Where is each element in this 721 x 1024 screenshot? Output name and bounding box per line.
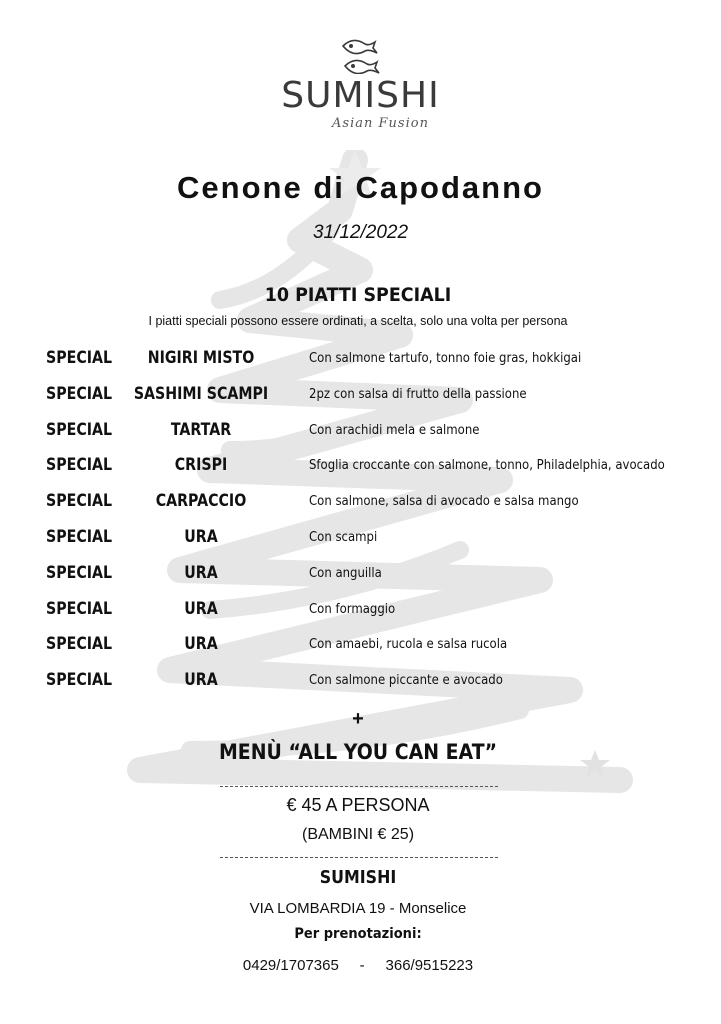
dish-name: URA [184, 634, 218, 654]
brand-name: SUMISHI [281, 75, 440, 116]
special-tag: SPECIAL [46, 383, 113, 403]
dish-name: CARPACCIO [155, 491, 247, 511]
special-tag: SPECIAL [46, 526, 113, 546]
dish-description: Sfoglia croccante con salmone, tonno, Philadelphia, avocado [309, 458, 665, 474]
dish-name: TARTAR [170, 419, 232, 439]
price: € 45 A PERSONA [286, 795, 430, 815]
dish-name: URA [184, 562, 218, 582]
dish-description: Con anguilla [309, 565, 382, 581]
dish-description: Con scampi [309, 529, 378, 545]
phone-separator: - [359, 957, 365, 974]
list-item [0, 376, 721, 412]
dish-description: Con arachidi mela e salmone [309, 422, 480, 438]
booking-label: Per prenotazioni: [294, 926, 422, 942]
special-tag: SPECIAL [46, 419, 113, 439]
dish-name: CRISPI [174, 455, 228, 475]
kids-price: (BAMBINI € 25) [301, 826, 415, 843]
divider [220, 786, 498, 787]
logo [0, 36, 721, 131]
fish-icon [339, 36, 383, 74]
dish-name: URA [184, 526, 218, 546]
list-item [0, 447, 721, 483]
list-item [0, 519, 721, 555]
phone-numbers [0, 957, 716, 974]
dish-description: Con salmone, salsa di avocado e salsa mango [309, 494, 579, 510]
dish-name: NIGIRI MISTO [147, 348, 255, 367]
specials-note: I piatti speciali possono essere ordinati, a scelta, solo una volta per persona [148, 314, 568, 328]
special-tag: SPECIAL [46, 634, 113, 654]
dish-description: Con amaebi, rucola e salsa rucola [309, 637, 508, 653]
phone-2[interactable]: 366/9515223 [385, 957, 474, 974]
page-title: Cenone di Capodanno [177, 170, 544, 205]
special-tag: SPECIAL [46, 598, 113, 618]
special-tag: SPECIAL [46, 562, 113, 582]
list-item [0, 591, 721, 627]
all-you-can-eat-heading: MENÙ “ALL YOU CAN EAT” [218, 740, 498, 764]
address: VIA LOMBARDIA 19 - Monselice [249, 900, 467, 917]
plus-sign: + [352, 708, 364, 730]
list-item [0, 626, 721, 662]
special-tag: SPECIAL [46, 491, 113, 511]
phone-1[interactable]: 0429/1707365 [242, 957, 339, 974]
dish-name: URA [184, 670, 218, 690]
list-item [0, 662, 721, 698]
list-item [0, 412, 721, 448]
special-tag: SPECIAL [46, 455, 113, 475]
dish-description: Con salmone tartufo, tonno foie gras, hokkigai [309, 351, 582, 366]
dish-description: Con formaggio [309, 601, 396, 617]
list-item [0, 340, 721, 376]
specials-heading: 10 PIATTI SPECIALI [264, 284, 452, 306]
dish-description: 2pz con salsa di frutto della passione [309, 386, 527, 402]
dish-name: URA [184, 598, 218, 618]
dish-description: Con salmone piccante e avocado [309, 673, 503, 689]
divider [220, 857, 498, 858]
brand-tagline: Asian Fusion [332, 116, 429, 131]
list-item [0, 555, 721, 591]
restaurant-name: SUMISHI [319, 867, 397, 888]
event-date: 31/12/2022 [312, 222, 409, 243]
list-item [0, 483, 721, 519]
special-tag: SPECIAL [46, 670, 113, 690]
dish-name: SASHIMI SCAMPI [133, 383, 269, 403]
specials-list [0, 340, 721, 698]
special-tag: SPECIAL [46, 348, 113, 367]
